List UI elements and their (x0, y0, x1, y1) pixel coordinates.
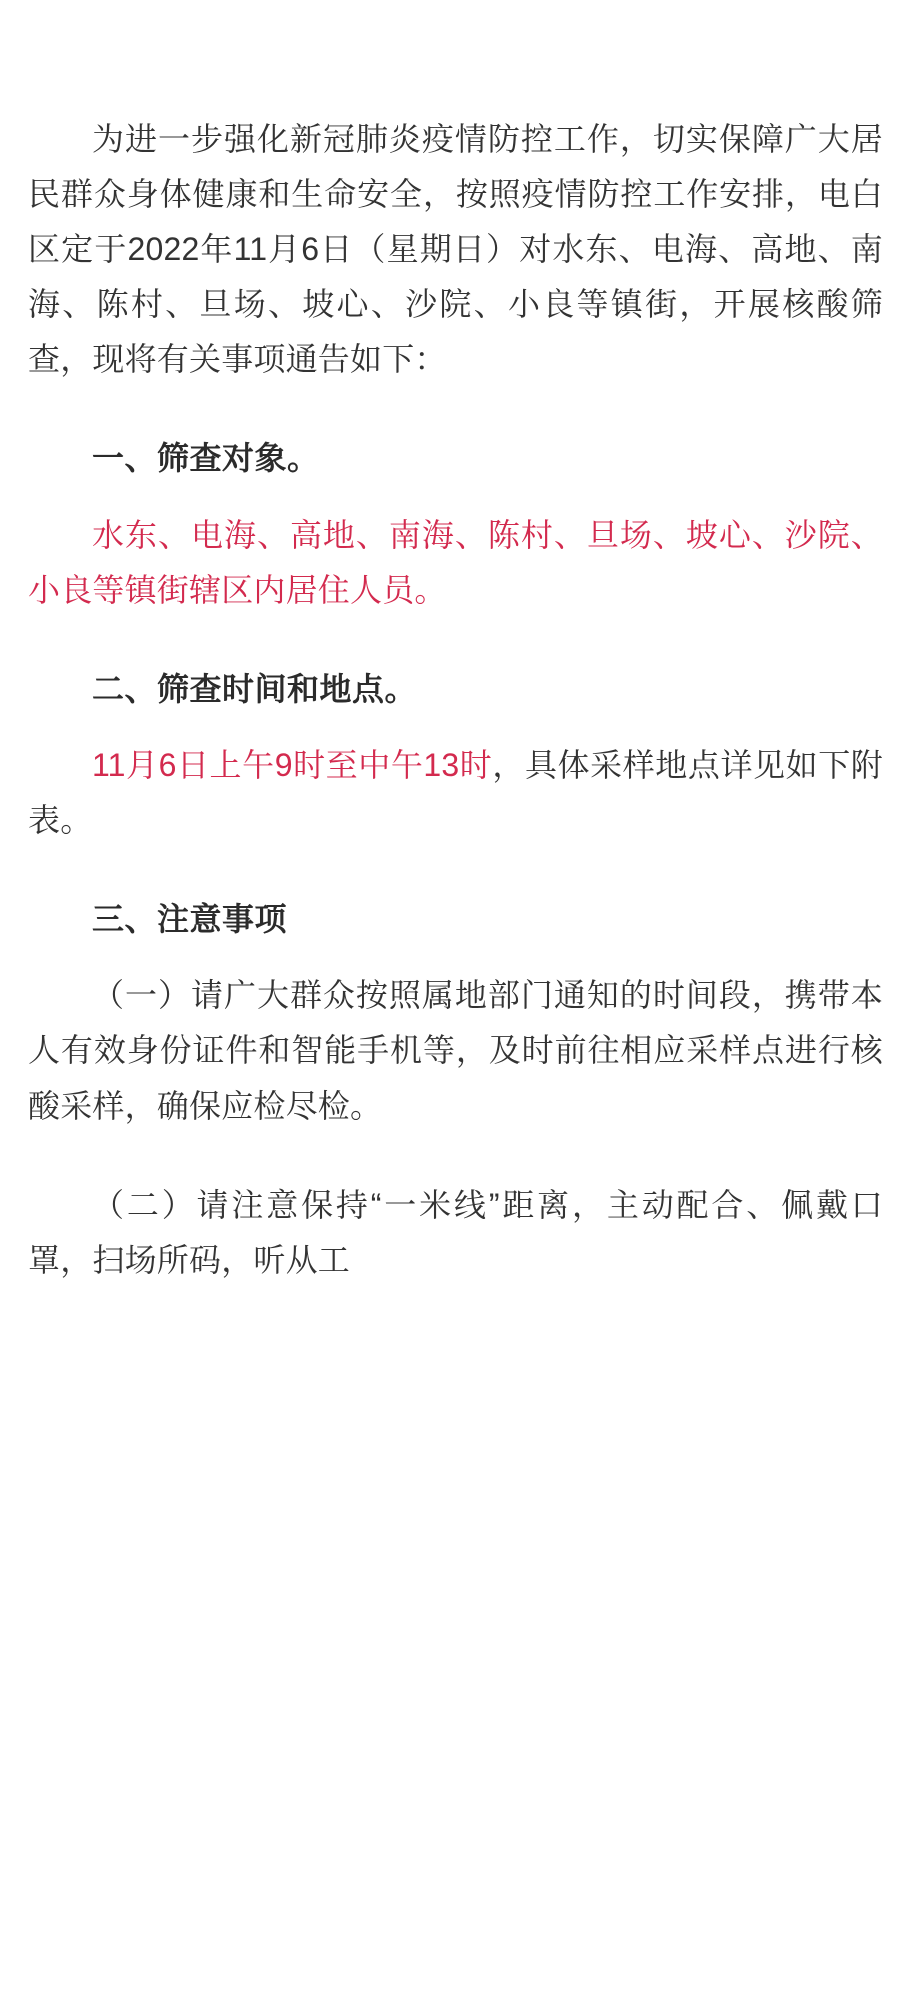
section-spacer-3 (28, 874, 883, 892)
notice-item-two: （二）请注意保持“一米线”距离，主动配合、佩戴口罩，扫场所码，听从工 (28, 1186, 883, 1278)
title-spacer (28, 40, 883, 112)
section-two-heading: 二、筛查时间和地点。 (92, 670, 418, 707)
notice-item-one: （一）请广大群众按照属地部门通知的时间段，携带本人有效身份证件和智能手机等，及时前往相应采样点进行核酸采样，确保应检尽检。 (28, 977, 883, 1124)
section-spacer-4 (28, 1160, 883, 1178)
section-one-body: 水东、电海、高地、南海、陈村、旦场、坡心、沙院、小良等镇街辖区内居住人员。 (28, 516, 883, 608)
section-spacer-2 (28, 644, 883, 662)
screening-time-highlight: 11月6日上午9时至中午13时 (92, 747, 493, 783)
section-three-heading: 三、注意事项 (92, 901, 288, 938)
section-spacer-1 (28, 413, 883, 431)
section-two-body (28, 738, 883, 848)
screening-location-note: ，具体采样地点详见如下附表。 (28, 747, 883, 839)
intro-paragraph: 为进一步强化新冠肺炎疫情防控工作，切实保障广大居民群众身体健康和生命安全，按照疫情防控工作安排，电白区定于2022年11月6日（星期日）对水东、电海、高地、南海、陈村、旦场、坡心、沙院、小良等镇街，开展核酸筛查，现将有关事项通告如下： (28, 121, 883, 378)
section-one-heading: 一、筛查对象。 (92, 440, 320, 477)
